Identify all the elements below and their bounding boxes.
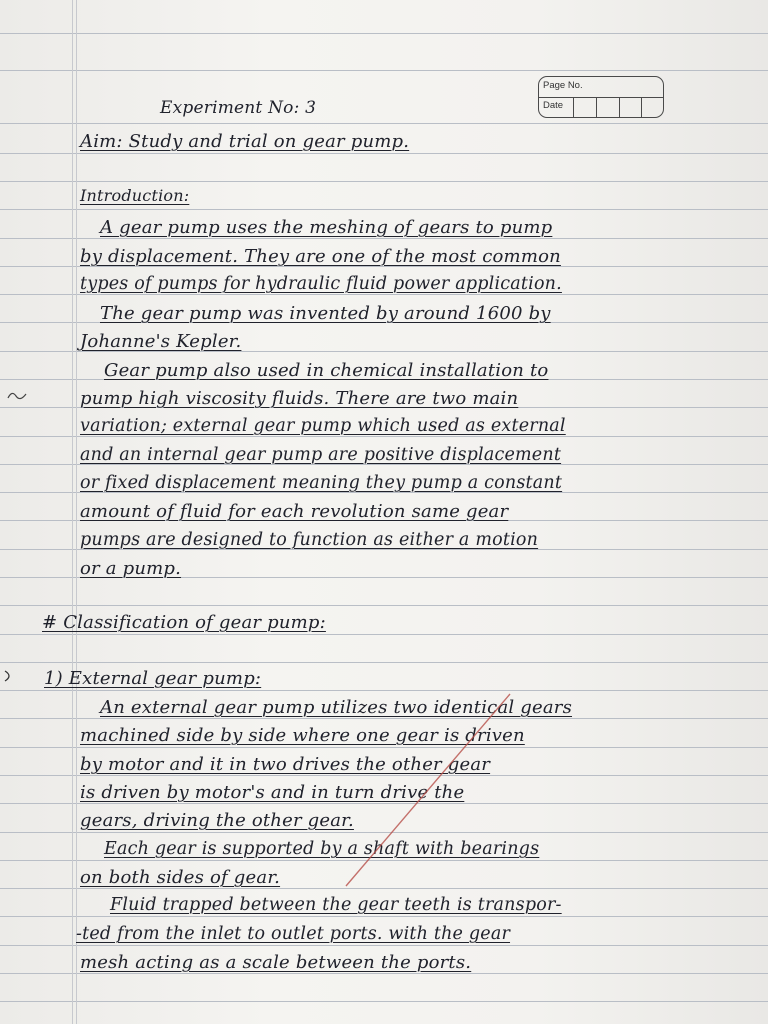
intro-line: Johanne's Kepler. (80, 331, 242, 352)
intro-line: The gear pump was invented by around 1600 by (100, 303, 551, 324)
introduction-heading: Introduction: (80, 186, 190, 205)
intro-line: pump high viscosity fluids. There are two main (80, 388, 519, 409)
date-divider (596, 97, 597, 117)
intro-line: or a pump. (80, 558, 182, 579)
external-line: Fluid trapped between the gear teeth is transpor- (110, 895, 562, 915)
intro-line: amount of fluid for each revolution same gear (80, 501, 509, 522)
margin-line (76, 0, 77, 1024)
external-line: -ted from the inlet to outlet ports. with the gear (76, 924, 511, 944)
classification-heading: # Classification of gear pump: (42, 612, 326, 633)
ruled-line (0, 916, 768, 917)
date-divider (573, 97, 574, 117)
intro-line: pumps are designed to function as either a motion (80, 530, 539, 550)
ruled-line (0, 153, 768, 154)
ruled-line (0, 634, 768, 635)
pen-stroke-mark (340, 690, 520, 890)
ruled-line (0, 238, 768, 239)
aim-line: Aim: Study and trial on gear pump. (80, 131, 410, 152)
experiment-title: Experiment No: 3 (160, 98, 317, 118)
external-line: Each gear is supported by a shaft with bearings (104, 839, 540, 859)
date-divider (641, 97, 642, 117)
intro-line: or fixed displacement meaning they pump a constant (80, 473, 563, 493)
external-line: gears, driving the other gear. (80, 810, 354, 831)
external-line: by motor and it in two drives the other gear (80, 754, 491, 775)
intro-line: by displacement. They are one of the most common (80, 246, 561, 267)
margin-scribble-icon (2, 668, 16, 684)
external-line: on both sides of gear. (80, 867, 281, 888)
date-row (539, 97, 663, 117)
ruled-line (0, 945, 768, 946)
page-number-row (539, 77, 663, 98)
external-line: is driven by motor's and in turn drive the (80, 782, 465, 803)
ruled-line (0, 973, 768, 974)
date-label: Date (543, 100, 564, 111)
margin-scribble-icon (6, 388, 28, 404)
intro-line: and an internal gear pump are positive displacement (80, 445, 562, 465)
ruled-line (0, 294, 768, 295)
ruled-line (0, 436, 768, 437)
ruled-line (0, 70, 768, 71)
intro-line: types of pumps for hydraulic fluid power application. (80, 274, 562, 294)
ruled-line (0, 1001, 768, 1002)
ruled-line (0, 662, 768, 663)
external-heading: 1) External gear pump: (44, 668, 262, 689)
external-line: machined side by side where one gear is driven (80, 725, 525, 746)
date-divider (619, 97, 620, 117)
ruled-line (0, 181, 768, 182)
intro-line: variation; external gear pump which used as external (80, 416, 566, 436)
page-number-label: Page No. (543, 80, 583, 91)
margin-line (72, 0, 73, 1024)
ruled-line (0, 33, 768, 34)
page-date-box (538, 76, 664, 118)
intro-line: Gear pump also used in chemical installation to (104, 360, 549, 381)
ruled-line (0, 605, 768, 606)
external-line: An external gear pump utilizes two identical gears (100, 697, 573, 718)
intro-line: A gear pump uses the meshing of gears to pump (100, 217, 553, 238)
ruled-line (0, 123, 768, 124)
external-line: mesh acting as a scale between the ports. (80, 952, 472, 973)
ruled-line (0, 209, 768, 210)
